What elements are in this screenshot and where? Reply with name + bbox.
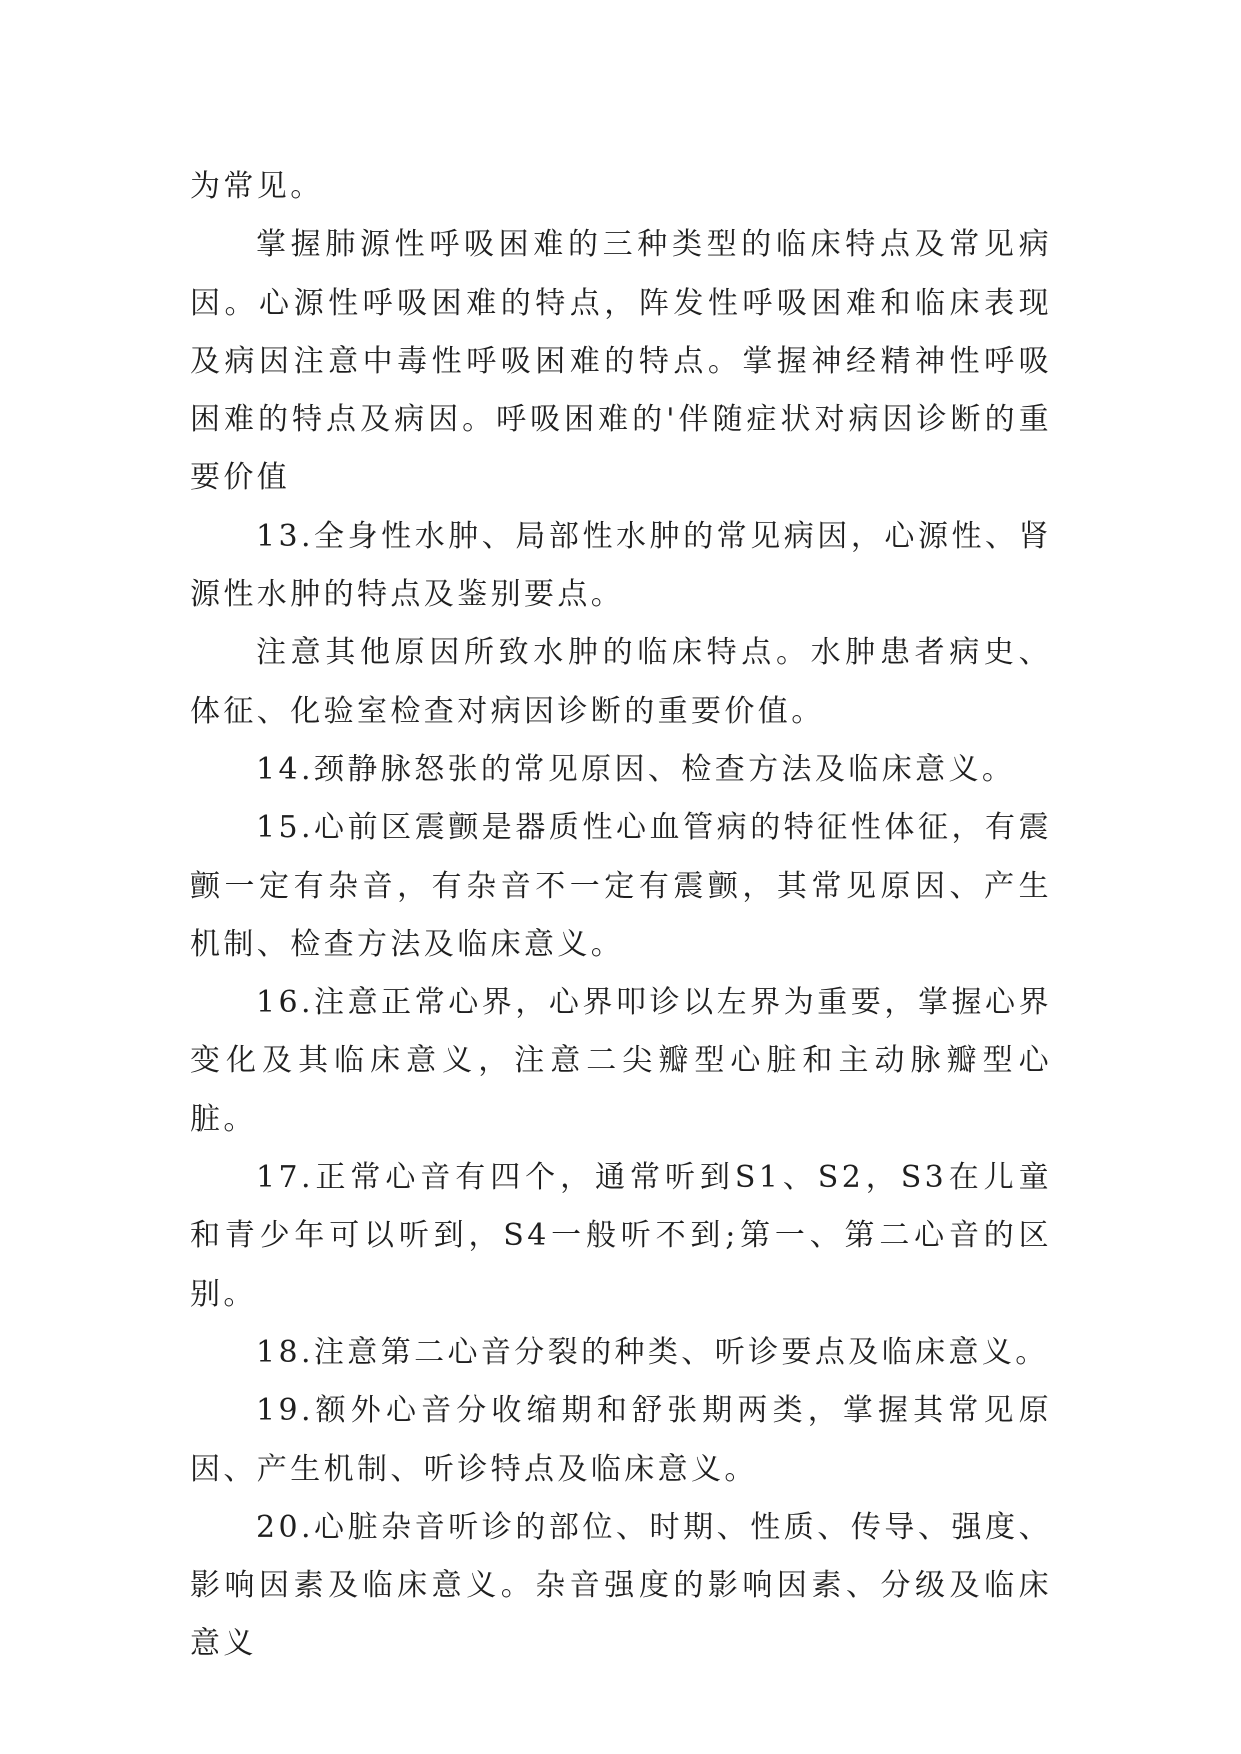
document-page <box>190 158 1052 1674</box>
paragraph-item-19: 19.额外心音分收缩期和舒张期两类，掌握其常见原因、产生机制、听诊特点及临床意义。 <box>190 1393 1052 1487</box>
paragraph-item-18: 18.注意第二心音分裂的种类、听诊要点及临床意义。 <box>256 1334 1049 1370</box>
paragraph-item-14: 14.颈静脉怒张的常见原因、检查方法及临床意义。 <box>256 751 1016 787</box>
paragraph-item-15: 15.心前区震颤是器质性心血管病的特征性体征，有震颤一定有杂音，有杂音不一定有震颤，其常见原因、产生机制、检查方法及临床意义。 <box>190 810 1052 962</box>
paragraph-continuation: 为常见。 <box>190 169 324 204</box>
paragraph-edema-note: 注意其他原因所致水肿的临床特点。水肿患者病史、体征、化验室检查对病因诊断的重要价值。 <box>190 635 1052 729</box>
paragraph-item-17: 17.正常心音有四个，通常听到S1、S2，S3在儿童和青少年可以听到，S4一般听不到;第一、第二心音的区别。 <box>190 1160 1052 1312</box>
paragraph-item-16: 16.注意正常心界，心界叩诊以左界为重要，掌握心界变化及其临床意义，注意二尖瓣型心脏和主动脉瓣型心脏。 <box>190 985 1052 1137</box>
paragraph-dyspnea: 掌握肺源性呼吸困难的三种类型的临床特点及常见病因。心源性呼吸困难的特点，阵发性呼吸困难和临床表现及病因注意中毒性呼吸困难的特点。掌握神经精神性呼吸困难的特点及病因。呼吸困难的'伴随症状对病因诊断的重要价值 <box>190 227 1052 496</box>
paragraph-item-20: 20.心脏杂音听诊的部位、时期、性质、传导、强度、影响因素及临床意义。杂音强度的影响因素、分级及临床意义 <box>190 1509 1052 1662</box>
paragraph-item-13: 13.全身性水肿、局部性水肿的常见病因，心源性、肾源性水肿的特点及鉴别要点。 <box>190 518 1052 613</box>
